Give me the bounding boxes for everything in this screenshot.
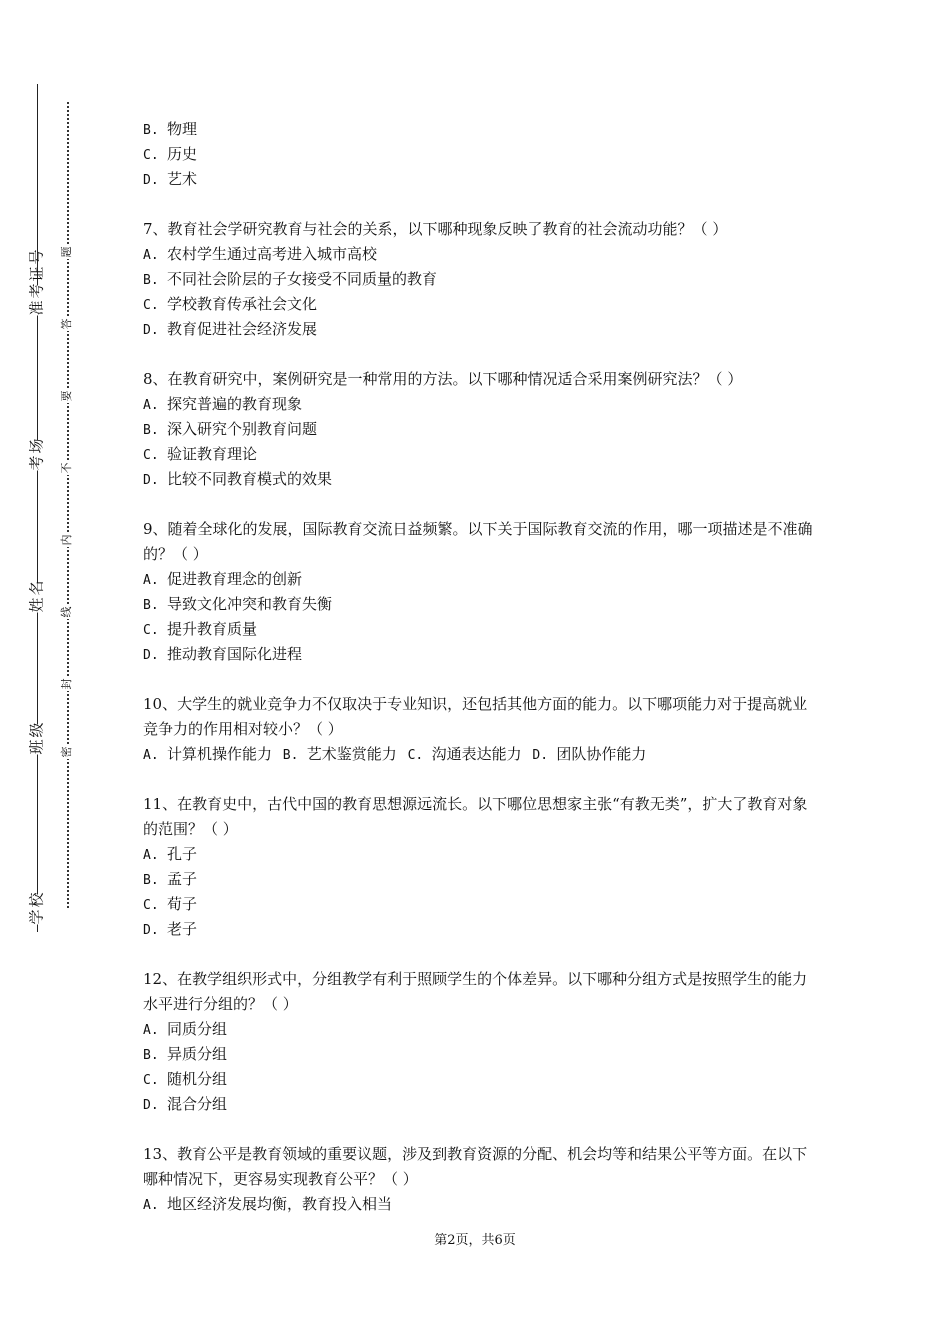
label-school: 学校 (27, 890, 46, 925)
seal-char: 答 (60, 318, 73, 330)
option-c: C. 历史 (143, 145, 198, 163)
label-exam-number: 准考证号 (27, 247, 46, 316)
question-13 (143, 1142, 815, 1217)
option-d: D. 教育促进社会经济发展 (143, 320, 318, 338)
question-7 (143, 217, 815, 342)
binding-solid-line (37, 84, 38, 932)
option-a: A. 计算机操作能力 (143, 745, 273, 763)
question-stem: 7、教育社会学研究教育与社会的关系，以下哪种现象反映了教育的社会流动功能？（ ） (143, 220, 728, 238)
question-stem: 8、在教育研究中，案例研究是一种常用的方法。以下哪种情况适合采用案例研究法？（ ） (143, 370, 743, 388)
option-a: A. 探究普遍的教育现象 (143, 395, 303, 413)
option-b: B. 不同社会阶层的子女接受不同质量的教育 (143, 270, 438, 288)
option-c: C. 随机分组 (143, 1070, 228, 1088)
option-b: B. 孟子 (143, 870, 198, 888)
option-d: D. 团队协作能力 (532, 745, 647, 763)
option-b: B. 导致文化冲突和教育失衡 (143, 595, 333, 613)
option-c: C. 学校教育传承社会文化 (143, 295, 318, 313)
question-stem: 11、在教育史中，古代中国的教育思想源远流长。以下哪位思想家主张“有教无类”，扩大了教育对象的范围？（ ） (143, 795, 808, 838)
seal-char: 线 (60, 606, 73, 618)
option-d: D. 混合分组 (143, 1095, 228, 1113)
option-c: C. 验证教育理论 (143, 445, 258, 463)
label-class: 班级 (27, 720, 46, 755)
option-b: B. 深入研究个别教育问题 (143, 420, 318, 438)
binding-dotted-line (67, 102, 69, 908)
question-stem: 12、在教学组织形式中，分组教学有利于照顾学生的个体差异。以下哪种分组方式是按照学生的能力水平进行分组的？（ ） (143, 970, 808, 1013)
seal-char: 封 (60, 678, 73, 690)
seal-char: 密 (60, 746, 73, 758)
question-12 (143, 967, 815, 1117)
label-name: 姓名 (27, 578, 46, 613)
option-d: D. 推动教育国际化进程 (143, 645, 303, 663)
option-d: D. 艺术 (143, 170, 198, 188)
seal-char: 题 (60, 246, 73, 258)
label-exam-room: 考场 (27, 436, 46, 471)
option-b: B. 物理 (143, 120, 198, 138)
seal-char: 不 (60, 462, 73, 474)
option-d: D. 比较不同教育模式的效果 (143, 470, 333, 488)
seal-char: 内 (60, 534, 73, 546)
option-a: A. 农村学生通过高考进入城市高校 (143, 245, 378, 263)
seal-char: 要 (60, 390, 73, 402)
question-11 (143, 792, 815, 942)
option-b: B. 艺术鉴赏能力 (282, 745, 397, 763)
question-8 (143, 367, 815, 492)
question-content (143, 117, 815, 1242)
question-stem: 9、随着全球化的发展，国际教育交流日益频繁。以下关于国际教育交流的作用，哪一项描述是不准确的？（ ） (143, 520, 813, 563)
option-a: A. 地区经济发展均衡，教育投入相当 (143, 1195, 393, 1213)
page-footer: 第2页，共6页 (434, 1233, 516, 1248)
question-6-continued (143, 117, 815, 192)
option-b: B. 异质分组 (143, 1045, 228, 1063)
question-9 (143, 517, 815, 667)
question-stem: 10、大学生的就业竞争力不仅取决于专业知识，还包括其他方面的能力。以下哪项能力对于提高就业竞争力的作用相对较小？（ ） (143, 695, 808, 738)
inline-options (143, 742, 815, 767)
option-a: A. 促进教育理念的创新 (143, 570, 303, 588)
option-d: D. 老子 (143, 920, 198, 938)
question-10 (143, 692, 815, 767)
question-stem: 13、教育公平是教育领域的重要议题，涉及到教育资源的分配、机会均等和结果公平等方面。在以下哪种情况下，更容易实现教育公平？（ ） (143, 1145, 808, 1188)
option-c: C. 沟通表达能力 (407, 745, 522, 763)
option-c: C. 提升教育质量 (143, 620, 258, 638)
option-a: A. 孔子 (143, 845, 198, 863)
option-a: A. 同质分组 (143, 1020, 228, 1038)
option-c: C. 荀子 (143, 895, 198, 913)
